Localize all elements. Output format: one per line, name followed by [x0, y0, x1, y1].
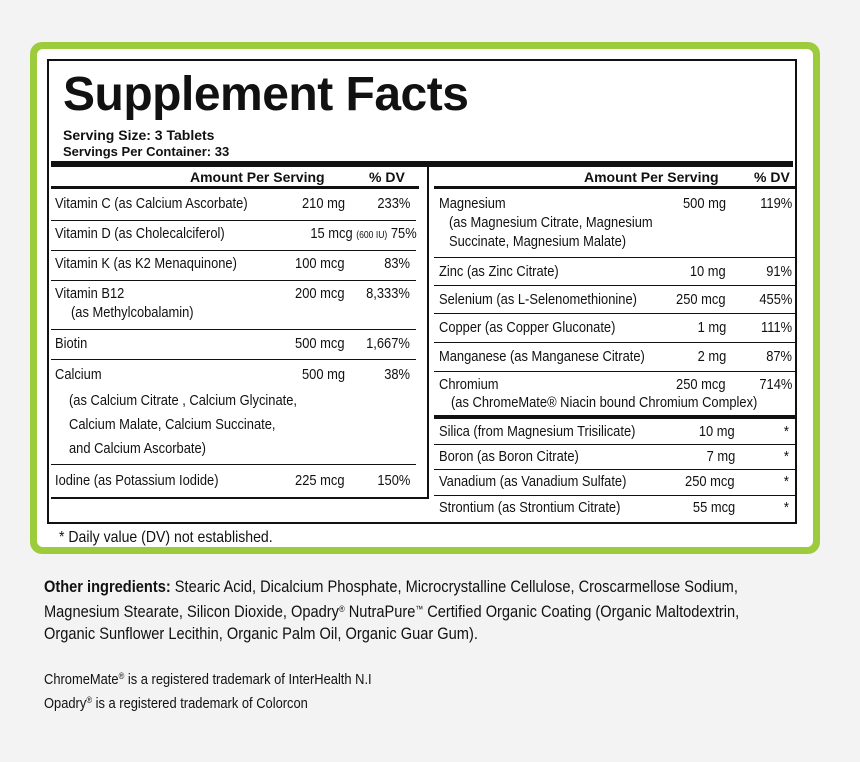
nutrient-name: Zinc (as Zinc Citrate) — [439, 263, 559, 280]
supplement-facts-box — [47, 59, 797, 524]
nutrient-dv: 38% — [384, 366, 410, 383]
nutrient-dv: 8,333% — [366, 285, 410, 302]
left-amount-header: Amount Per Serving — [190, 169, 325, 185]
nutrient-amount: 200 mcg — [295, 285, 345, 302]
footer-rule — [51, 497, 429, 499]
nutrient-amount: 7 mg — [706, 448, 735, 465]
nutrient-dv: 75% — [391, 225, 417, 242]
section-rule — [434, 415, 796, 419]
nutrient-amount: 100 mcg — [295, 255, 345, 272]
nutrient-source: (as Methylcobalamin) — [71, 304, 194, 321]
right-dv-header: % DV — [754, 169, 790, 185]
registered-mark: ® — [338, 604, 345, 614]
nutrient-name: Manganese (as Manganese Citrate) — [439, 348, 645, 365]
row-divider — [51, 359, 416, 360]
nutrient-name: Copper (as Copper Gluconate) — [439, 319, 616, 336]
nutrient-name: Silica (from Magnesium Trisilicate) — [439, 423, 636, 440]
nutrient-amount-iu: (600 IU) — [356, 230, 388, 241]
other-ingredients-text: Stearic Acid, Dicalcium Phosphate, Microcrystalline Cellulose, Croscarmellose Sodium, Magnesium Stearate, Silicon Dioxide, Opadry — [44, 577, 738, 621]
nutrient-amount: 500 mg — [301, 366, 345, 383]
nutrient-amount: 500 mg — [682, 195, 726, 212]
trademark-brand: Opadry — [44, 695, 87, 712]
row-divider — [51, 280, 416, 281]
nutrient-source: (as ChromeMate® Niacin bound Chromium Complex) — [451, 394, 758, 411]
nutrient-dv: * — [783, 423, 789, 440]
left-dv-header: % DV — [369, 169, 405, 185]
nutrient-dv: * — [783, 473, 789, 490]
row-divider — [434, 495, 796, 496]
trademark-text: is a registered trademark of Colorcon — [92, 695, 308, 712]
trademark-text: is a registered trademark of InterHealth N.I — [124, 671, 372, 688]
nutrient-source: and Calcium Ascorbate) — [69, 440, 206, 457]
row-divider — [434, 342, 796, 343]
row-divider — [434, 469, 796, 470]
row-divider — [51, 329, 416, 330]
nutrient-dv: 455% — [758, 291, 792, 308]
nutrient-name: Vitamin B12 — [55, 285, 125, 302]
nutrient-dv: * — [783, 499, 789, 516]
row-divider — [434, 313, 796, 314]
nutrient-name: Calcium — [55, 366, 102, 383]
nutrient-source: (as Calcium Citrate , Calcium Glycinate, — [69, 392, 297, 409]
left-subheader-rule — [51, 186, 419, 189]
trademark-note — [44, 667, 372, 689]
serving-size: Serving Size: 3 Tablets — [63, 127, 215, 143]
page-title: Supplement Facts — [63, 68, 469, 121]
nutrient-name: Selenium (as L-Selenomethionine) — [439, 291, 637, 308]
nutrient-dv: 91% — [766, 263, 792, 280]
nutrient-amount: 210 mg — [301, 195, 345, 212]
nutrient-source: Succinate, Magnesium Malate) — [449, 233, 627, 250]
row-divider — [434, 371, 796, 372]
label-frame — [30, 42, 820, 554]
servings-per-container: Servings Per Container: 33 — [63, 144, 230, 159]
nutrient-dv: * — [783, 448, 789, 465]
trademark-mark: ™ — [415, 604, 424, 614]
nutrient-name: Vitamin C (as Calcium Ascorbate) — [55, 195, 248, 212]
nutrient-name: Vitamin K (as K2 Menaquinone) — [55, 255, 237, 272]
nutrient-amount — [311, 224, 417, 245]
nutrient-amount: 250 mcg — [676, 376, 726, 393]
row-divider — [51, 464, 416, 465]
registered-mark: ® — [86, 695, 93, 705]
nutrient-dv: 87% — [766, 348, 792, 365]
nutrient-source: (as Magnesium Citrate, Magnesium — [449, 214, 653, 231]
nutrient-name: Magnesium — [439, 195, 506, 212]
nutrient-dv: 111% — [760, 319, 792, 336]
nutrient-amount: 250 mcg — [676, 291, 726, 308]
nutrient-name: Iodine (as Potassium Iodide) — [55, 472, 219, 489]
header-rule — [51, 161, 793, 167]
nutrient-source: Calcium Malate, Calcium Succinate, — [69, 416, 276, 433]
row-divider — [434, 285, 796, 286]
row-divider — [434, 257, 796, 258]
label-panel — [37, 49, 813, 547]
registered-mark: ® — [118, 671, 125, 681]
other-ingredients-text: Certified Organic Coating (Organic Maltodextrin, Organic Sunflower Lecithin, Organic Palm Oil, Organic Guar Gum). — [44, 602, 740, 643]
nutrient-amount-value: 15 mcg — [310, 225, 353, 242]
nutrient-amount: 1 mg — [697, 319, 726, 336]
row-divider — [434, 444, 796, 445]
other-ingredients-label: Other ingredients: — [44, 577, 171, 596]
nutrient-name: Vitamin D (as Cholecalciferol) — [55, 225, 225, 242]
nutrient-dv: 119% — [759, 195, 792, 212]
nutrient-dv: 83% — [384, 255, 410, 272]
nutrient-amount: 250 mcg — [685, 473, 735, 490]
nutrient-dv: 150% — [376, 472, 410, 489]
nutrient-amount: 10 mg — [690, 263, 726, 280]
nutrient-dv: 714% — [758, 376, 792, 393]
nutrient-amount: 2 mg — [697, 348, 726, 365]
right-amount-header: Amount Per Serving — [584, 169, 719, 185]
trademark-note — [44, 691, 308, 713]
nutrient-amount: 225 mcg — [295, 472, 345, 489]
nutrient-name: Biotin — [55, 335, 88, 352]
right-subheader-rule — [434, 186, 796, 189]
nutrient-amount: 55 mcg — [692, 499, 735, 516]
nutrient-dv: 1,667% — [366, 335, 410, 352]
row-divider — [51, 250, 416, 251]
nutrient-name: Vanadium (as Vanadium Sulfate) — [439, 473, 627, 490]
trademark-brand: ChromeMate — [44, 671, 119, 688]
nutrient-name: Strontium (as Strontium Citrate) — [439, 499, 621, 516]
nutrient-name: Boron (as Boron Citrate) — [439, 448, 579, 465]
nutrient-dv: 233% — [376, 195, 410, 212]
nutrient-name: Chromium — [439, 376, 499, 393]
other-ingredients-text: NutraPure — [344, 602, 416, 621]
nutrient-amount: 10 mg — [699, 423, 735, 440]
row-divider — [51, 220, 416, 221]
footnote: * Daily value (DV) not established. — [59, 529, 273, 546]
nutrient-amount: 500 mcg — [295, 335, 345, 352]
column-divider — [427, 167, 429, 497]
other-ingredients — [44, 576, 792, 645]
